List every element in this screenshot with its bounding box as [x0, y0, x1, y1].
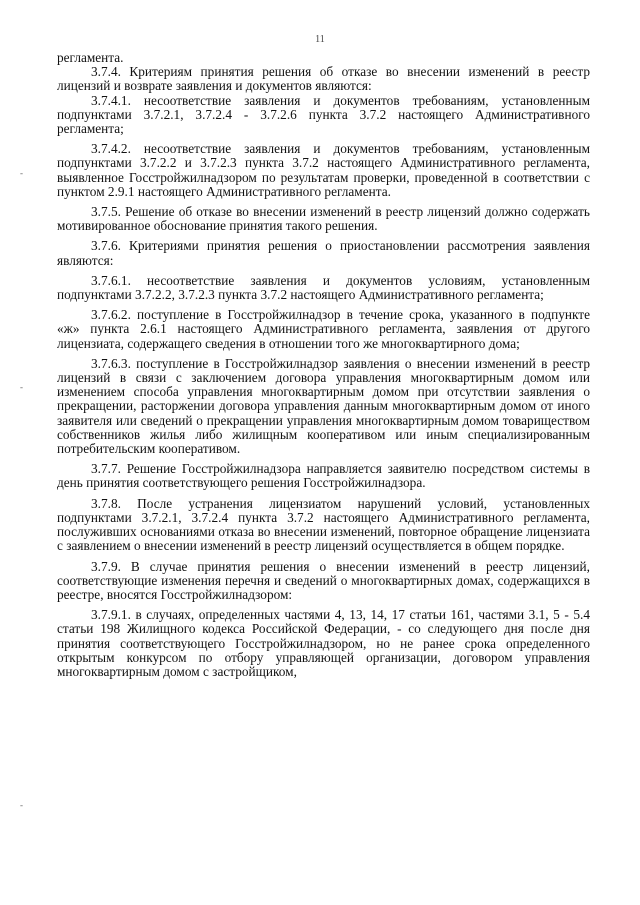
paragraph: 3.7.9. В случае принятия решения о внесении изменений в реестр лицензий, соответствующие изменения перечня и сведений о многоквартирных домах, содержащихся в реестре, вносятся Госстройжилнадзором:: [57, 558, 590, 602]
scan-mark: -: [20, 382, 23, 392]
scan-mark: -: [20, 800, 23, 810]
paragraph: 3.7.6. Критериями принятия решения о приостановлении рассмотрения заявления являются:: [57, 238, 590, 268]
paragraph: 3.7.6.3. поступление в Госстройжилнадзор заявления о внесении изменений в реестр лицензий в связи с заключением договора управления многоквартирным домом или изменением способа управления многоквартирным домом при отсутствии заявления о прекращении, расторжении договора управления данным многоквартирным домом от иного заявителя или сведений о прекращении управления многоквартирным домом товариществом собственников жилья либо жилищным кооперативом или иным специализированным потребительским кооперативом.: [57, 355, 590, 457]
paragraph: 3.7.7. Решение Госстройжилнадзора направляется заявителю посредством системы в день принятия соответствующего решения Госстройжилнадзора.: [57, 461, 590, 491]
paragraph: регламента.: [57, 50, 124, 65]
paragraph: 3.7.9.1. в случаях, определенных частями 4, 13, 14, 17 статьи 161, частями 3.1, 5 - 5.4 статьи 198 Жилищного кодекса Российской Федерации, - со следующего дня после дня принятия соответствующего Госстройжилнадзором, но не ранее срока определенного открытым конкурсом по отбору управляющей организации, договором управления многоквартирным домом с застройщиком,: [57, 607, 590, 679]
paragraph: 3.7.4.1. несоответствие заявления и документов требованиям, установленным подпунктами 3.7.2.1, 3.7.2.4 - 3.7.2.6 пункта 3.7.2 настоящего Административного регламента;: [57, 92, 590, 137]
scan-mark: -: [20, 168, 23, 178]
paragraph: 3.7.6.2. поступление в Госстройжилнадзор в течение срока, указанного в подпункте «ж» пункта 2.6.1 настоящего Административного регламента, заявления от другого лицензиата, содержащего сведения в отношении того же многоквартирного дома;: [57, 307, 590, 351]
page-number: 11: [315, 34, 325, 45]
paragraph: 3.7.8. После устранения лицензиатом нарушений условий, установленных подпунктами 3.7.2.1, 3.7.2.4 пункта 3.7.2 настоящего Административного регламента, послуживших основаниями отказа во внесении изменений, повторное обращение лицензиата с заявлением о внесении изменений в реестр лицензий осуществляется в общем порядке.: [57, 495, 590, 554]
paragraph: 3.7.5. Решение об отказе во внесении изменений в реестр лицензий должно содержать мотивированное обоснование принятия такого решения.: [57, 204, 590, 234]
paragraph: 3.7.6.1. несоответствие заявления и документов условиям, установленным подпунктами 3.7.2.2, 3.7.2.3 пункта 3.7.2 настоящего Административного регламента;: [57, 272, 590, 303]
paragraph: 3.7.4. Критериям принятия решения об отказе во внесении изменений в реестр лицензий и возврате заявления и документов являются:: [57, 64, 590, 94]
paragraph: 3.7.4.2. несоответствие заявления и документов требованиям, установленным подпунктами 3.7.2.2 и 3.7.2.3 пункта 3.7.2 настоящего Административного регламента, выявленное Госстройжилнадзором по результатам проверки, проведенной в соответствии с пунктом 2.9.1 настоящего Административного регламента.: [57, 141, 590, 199]
document-body: [57, 51, 590, 679]
